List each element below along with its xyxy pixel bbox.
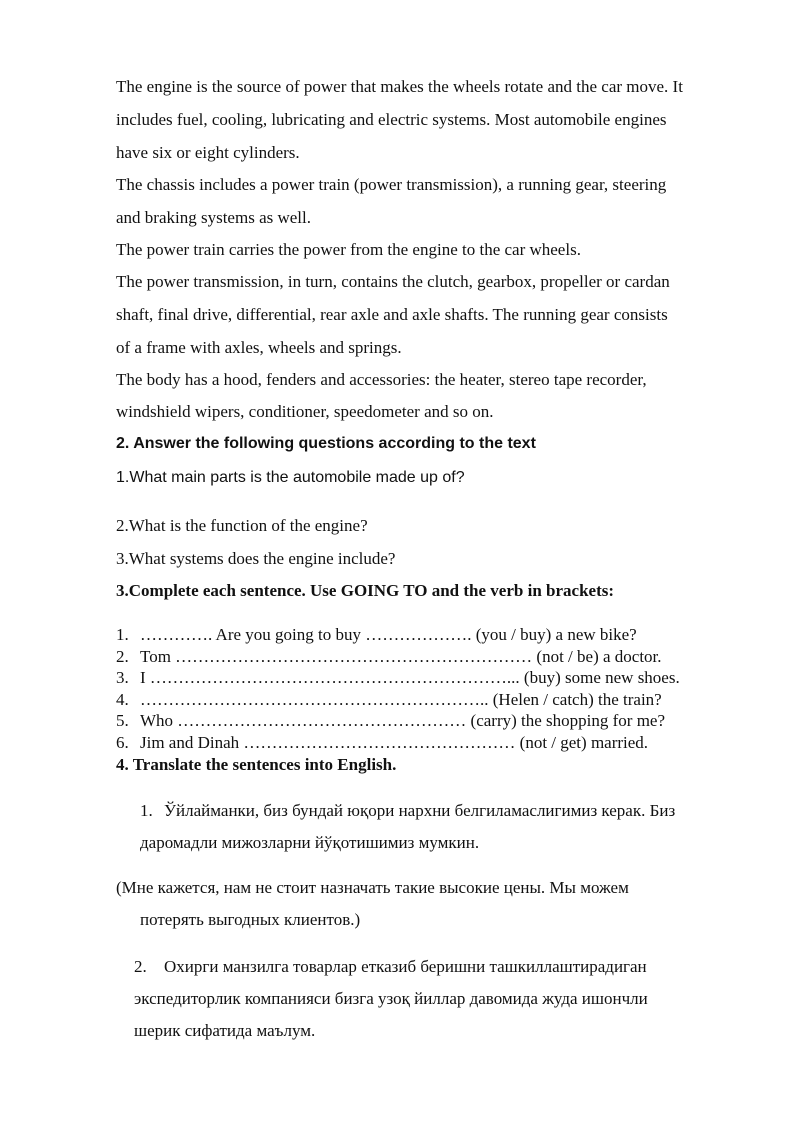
paragraph-line: and braking systems as well. <box>116 208 311 227</box>
translate-item-2 <box>134 957 647 977</box>
paragraph-line: The power train carries the power from the engine to the car wheels. <box>116 240 581 259</box>
paragraph-line: have six or eight cylinders. <box>116 143 300 162</box>
paragraph-line: The power transmission, in turn, contains the clutch, gearbox, propeller or cardan <box>116 272 670 291</box>
item-number: 1. <box>140 801 153 820</box>
exercise-item <box>116 690 662 710</box>
item-text-continued: экспедиторлик компанияси бизга узоқ йиллар давомида жуда ишончли <box>134 989 648 1008</box>
paragraph-line: The chassis includes a power train (power transmission), a running gear, steering <box>116 175 667 194</box>
item-number: 2. <box>134 957 147 976</box>
item-text: …………. Are you going to buy ………………. (you / buy) a new bike? <box>140 625 637 644</box>
paragraph-line: The engine is the source of power that makes the wheels rotate and the car move. It <box>116 77 683 96</box>
section3-heading: 3.Complete each sentence. Use GOING TO and the verb in brackets: <box>116 581 615 600</box>
item-text: …………………………………………………….. (Helen / catch) the train? <box>140 690 662 709</box>
section4-heading: 4. Translate the sentences into English. <box>116 755 397 774</box>
item-text: Who …………………………………………… (carry) the shopping for me? <box>140 711 666 730</box>
exercise-item <box>116 711 665 731</box>
item-number: 1. <box>116 625 129 644</box>
translate-item-1 <box>140 801 675 821</box>
item-number: 2. <box>116 647 129 666</box>
paragraph-line: windshield wipers, conditioner, speedometer and so on. <box>116 402 494 421</box>
translation-text: потерять выгодных клиентов.) <box>140 910 361 929</box>
question-item: 3.What systems does the engine include? <box>116 549 396 568</box>
exercise-item <box>116 625 637 645</box>
paragraph-line: shaft, final drive, differential, rear axle and axle shafts. The running gear consists <box>116 305 668 324</box>
item-text: Jim and Dinah ………………………………………… (not / get) married. <box>140 733 649 752</box>
paragraph-line: of a frame with axles, wheels and springs. <box>116 338 402 357</box>
question-item: 1.What main parts is the automobile made up of? <box>116 469 465 486</box>
exercise-item <box>116 733 648 753</box>
item-text: I ………………………………………………………... (buy) some new shoes. <box>140 668 680 687</box>
item-text-continued: шерик сифатида маълум. <box>134 1021 316 1040</box>
paragraph-line: includes fuel, cooling, lubricating and electric systems. Most automobile engines <box>116 110 667 129</box>
item-number: 5. <box>116 711 129 730</box>
item-number: 4. <box>116 690 129 709</box>
translation-text: (Мне кажется, нам не стоит назначать такие высокие цены. Мы можем <box>116 878 629 897</box>
item-text: Tom ……………………………………………………… (not / be) a doctor. <box>140 647 662 666</box>
exercise-item <box>116 668 680 688</box>
section2-heading: 2. Answer the following questions according to the text <box>116 435 536 452</box>
item-text: Охирги манзилга товарлар етказиб беришни ташкиллаштирадиган <box>164 957 647 976</box>
exercise-item <box>116 647 662 667</box>
paragraph-line: The body has a hood, fenders and accessories: the heater, stereo tape recorder, <box>116 370 647 389</box>
item-text-continued: даромадли мижозларни йўқотишимиз мумкин. <box>140 833 480 852</box>
question-item: 2.What is the function of the engine? <box>116 516 368 535</box>
item-number: 6. <box>116 733 129 752</box>
item-text: Ўйлайманки, биз бундай юқори нархни белгиламаслигимиз керак. Биз <box>164 801 676 820</box>
item-number: 3. <box>116 668 129 687</box>
